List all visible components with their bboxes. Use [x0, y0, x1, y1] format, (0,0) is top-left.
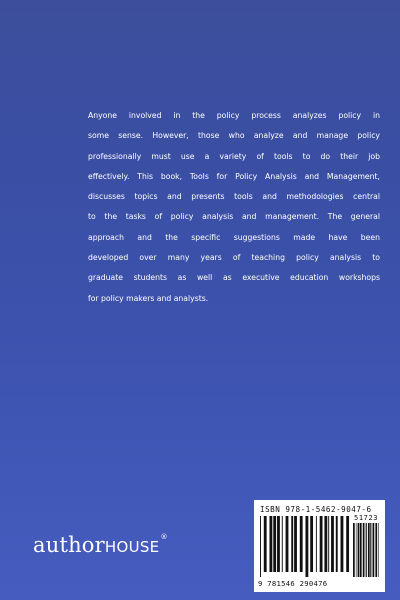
blurb-line: for policy makers and analysts. — [88, 293, 209, 303]
blurb-line: discusses topics and presents tools and methodologies central — [88, 192, 380, 202]
barcode-bar — [269, 516, 272, 572]
blurb-line: graduate students as well as executive education workshops — [88, 273, 380, 283]
barcode-bar — [363, 523, 365, 577]
price-addon-code: 51723 — [354, 514, 379, 522]
barcode-bar — [366, 523, 367, 577]
barcode-bar — [310, 516, 313, 572]
barcode-bar — [286, 516, 289, 572]
barcode-bar — [358, 523, 360, 577]
barcode-bar — [368, 523, 370, 577]
publisher-logo — [33, 535, 167, 556]
ean13-barcode — [260, 516, 350, 577]
barcode-bar — [331, 516, 334, 572]
blurb-line: approach and the specific suggestions made have been — [88, 232, 380, 242]
barcode-bar — [346, 516, 349, 572]
barcode-bar — [353, 523, 355, 577]
barcode-bar — [360, 523, 362, 577]
publisher-logo-house: HOUSE — [104, 538, 160, 556]
barcode-bar — [260, 516, 261, 577]
barcode-bar — [264, 516, 267, 572]
barcode-bar — [356, 523, 357, 577]
blurb-line: developed over many years of teaching policy analysis to — [88, 253, 380, 263]
barcode-bar — [291, 516, 293, 572]
barcode-bar — [294, 516, 297, 572]
barcode-bar — [341, 516, 344, 572]
barcode-bar — [336, 516, 338, 572]
back-cover-blurb — [88, 106, 380, 309]
barcode-bar — [328, 516, 329, 572]
barcode-bar — [324, 516, 327, 572]
barcode-bar — [305, 516, 308, 577]
isbn-barcode-panel — [254, 500, 385, 592]
barcode-bar — [378, 523, 379, 577]
registered-mark: ® — [160, 533, 168, 541]
ean-digits: 9 781546 290476 — [258, 579, 328, 588]
barcode-bar — [375, 523, 377, 577]
barcode-bar — [316, 516, 317, 572]
blurb-line: some sense. However, those who analyze and manage policy — [88, 131, 380, 141]
barcode-bar — [273, 516, 276, 572]
blurb-line: professionally must use a variety of tools to do their job — [88, 151, 380, 161]
barcode-bar — [320, 516, 323, 572]
barcode-bar — [300, 516, 303, 572]
barcode-bar — [370, 523, 371, 577]
barcode-bar — [282, 516, 283, 572]
blurb-line: effectively. This book, Tools for Policy Analysis and Management, — [88, 171, 380, 181]
barcode-bar — [277, 516, 280, 572]
publisher-logo-author: author — [33, 533, 105, 557]
barcode-bar — [373, 523, 375, 577]
isbn-label: ISBN 978-1-5462-9047-6 — [260, 505, 372, 514]
price-addon-barcode — [353, 523, 380, 577]
blurb-line: Anyone involved in the policy process analyzes policy in — [88, 111, 380, 120]
blurb-line: to the tasks of policy analysis and management. The general — [88, 212, 380, 222]
